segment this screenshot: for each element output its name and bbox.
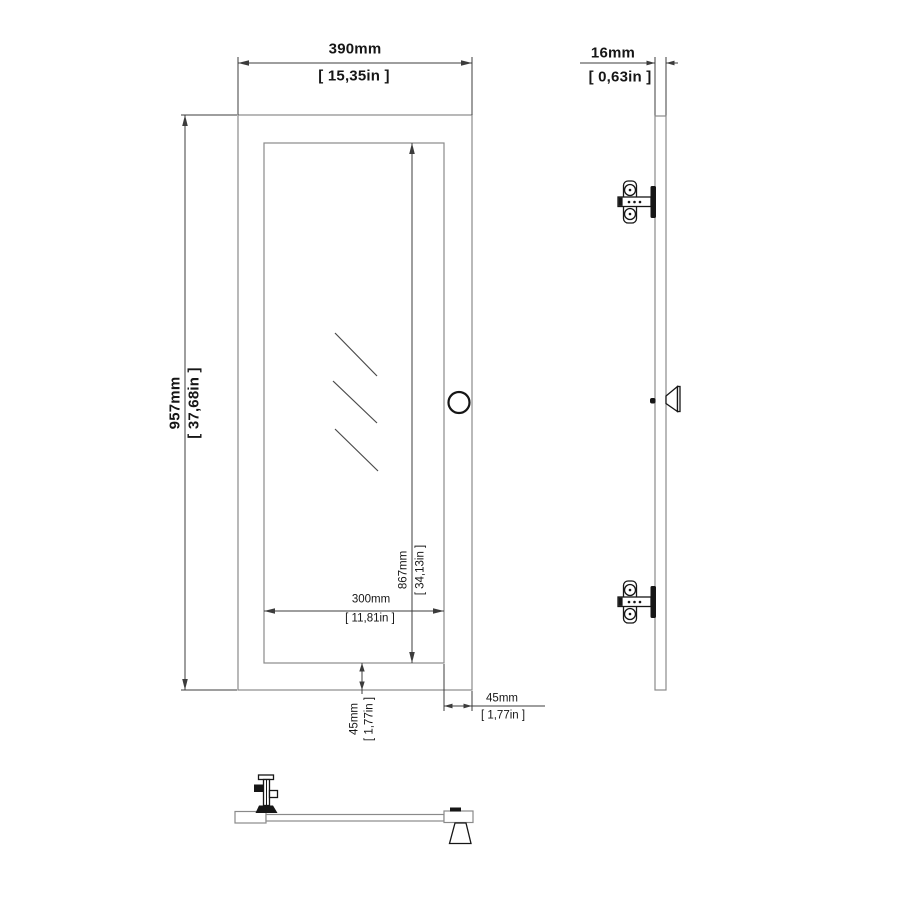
hinge-icon-upper [618,181,656,223]
hinge-icon-lower [618,581,656,623]
door-knob-top-view [450,823,472,844]
dim-overall-width-lines [238,57,472,115]
side-view [618,116,680,690]
dim-thickness-mm: 16mm [590,44,636,62]
dim-glass-width-in: [ 11,81in ] [345,612,395,625]
top-view-door-edge [266,815,444,822]
door-knob-front [449,392,470,413]
dim-glass-height-mm: 867mm [397,550,410,590]
dim-overall-height-in: [ 37,68in ] [185,367,203,439]
dim-overall-height-mm: 957mm [166,376,184,430]
dim-overall-width-mm: 390mm [328,40,382,58]
dim-glass-height-in: [ 34,13in ] [414,544,427,596]
dim-thickness-lines [580,57,678,116]
door-panel-side [655,116,666,690]
dim-right-stile-mm: 45mm [486,692,518,705]
dim-glass-width-mm: 300mm [351,593,391,606]
dim-bottom-rail-in: [ 1,77in ] [363,696,376,742]
hinge-icon-top-view [254,775,278,813]
dim-overall-width-in: [ 15,35in ] [318,67,390,85]
top-view-fitting-mark [450,808,461,812]
dim-right-stile-in: [ 1,77in ] [480,709,526,722]
dim-bottom-rail-mm: 45mm [348,703,361,735]
top-view-right-end [444,811,473,823]
dim-thickness-in: [ 0,63in ] [588,68,652,86]
top-view-left-end [235,812,266,824]
top-view [235,775,473,844]
